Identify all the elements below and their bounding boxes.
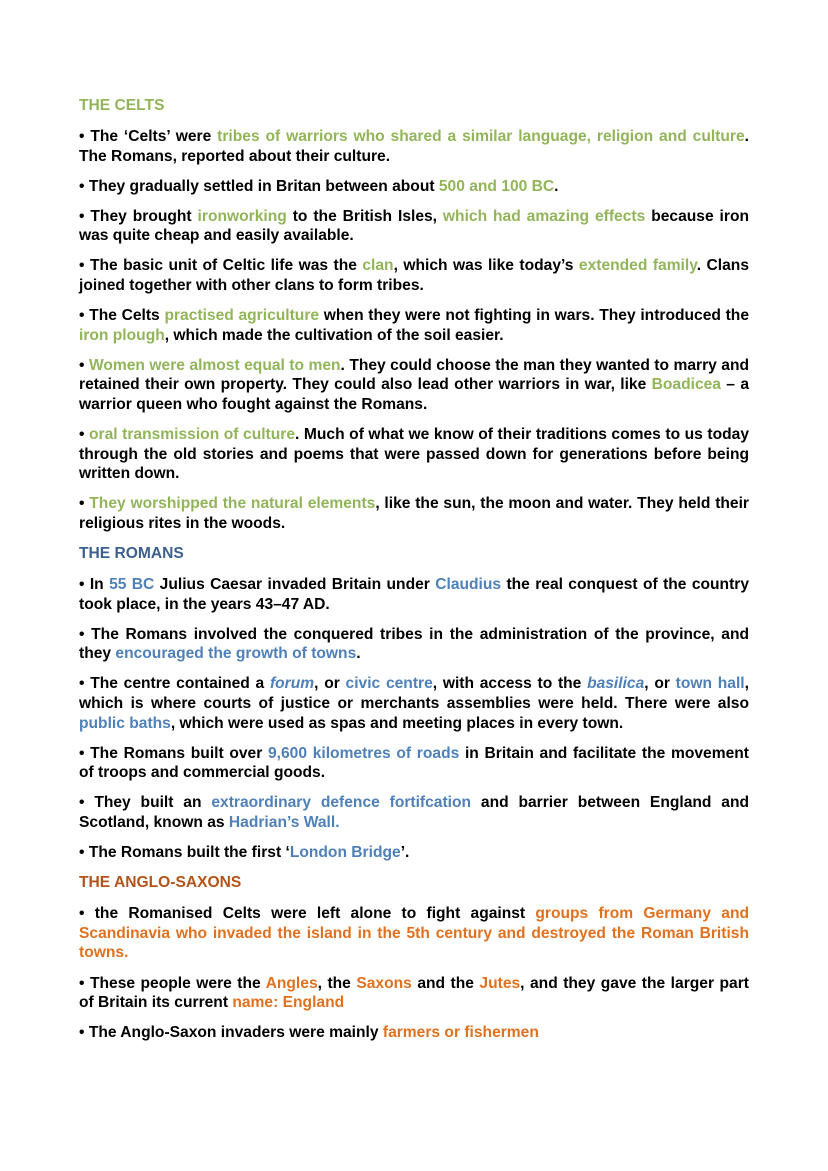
highlight: name: England: [232, 994, 345, 1012]
highlight: Claudius: [435, 576, 502, 594]
romans-paragraph-2: • The Romans involved the conquered tribes in the administration of the province, and they encouraged the growth of towns.: [79, 625, 749, 663]
highlight: practised agriculture: [164, 307, 320, 325]
romans-paragraph-1: • In 55 BC Julius Caesar invaded Britain under Claudius the real conquest of the country took place, in the years 43–47 AD.: [79, 576, 750, 613]
highlight: civic centre: [345, 675, 433, 693]
romans-heading: THE ROMANS: [79, 545, 184, 563]
highlight: Angles: [265, 974, 318, 992]
highlight: oral transmission of culture: [89, 426, 296, 444]
celts-paragraph-2: • They gradually settled in Britan between about 500 and 100 BC.: [79, 177, 559, 195]
anglosaxons-paragraph-2: • These people were the Angles, the Saxons and the Jutes, and they gave the larger part of Britain its current name: England: [79, 974, 749, 1012]
highlight: public baths: [79, 714, 171, 732]
highlight: Jutes: [479, 974, 521, 992]
highlight: 55 BC: [109, 576, 155, 594]
highlight: tribes of warriors who shared a similar language, religion and culture: [217, 128, 745, 145]
celts-heading: THE CELTS: [79, 97, 165, 114]
highlight: town hall: [675, 675, 745, 693]
anglosaxons-heading: THE ANGLO-SAXONS: [79, 874, 242, 892]
highlight: iron plough: [79, 326, 165, 344]
romans-paragraph-6: • The Romans built the first ‘London Bridge’.: [79, 844, 410, 862]
highlight: They worshipped the natural elements: [89, 495, 376, 513]
anglosaxons-paragraph-3: • The Anglo-Saxon invaders were mainly farmers or fishermen: [79, 1024, 539, 1042]
celts-paragraph-5: • The Celts practised agriculture when they were not fighting in wars. They introduced the iron plough, which made the cultivation of the soil easier.: [79, 307, 749, 344]
romans-paragraph-3: • The centre contained a forum, or civic centre, with access to the basilica, or town hall, which is where courts of justice or merchants assemblies were held. There were also public baths, which were used as spas and meeting places in every town.: [79, 675, 749, 732]
highlight: 9,600 kilometres of roads: [268, 744, 460, 762]
celts-paragraph-1: • The ‘Celts’ were tribes of warriors who shared a similar language, religion and culture. The Romans, reported about their culture.: [79, 128, 749, 165]
highlight: basilica: [587, 675, 645, 693]
highlight: 500 and 100 BC: [438, 177, 555, 195]
highlight: Boadicea: [651, 376, 721, 394]
celts-paragraph-8: • They worshipped the natural elements, like the sun, the moon and water. They held their religious rites in the woods.: [79, 495, 749, 532]
highlight: which had amazing effects: [442, 207, 646, 225]
anglosaxons-paragraph-1: • the Romanised Celts were left alone to fight against groups from Germany and Scandinavia who invaded the island in the 5th century and destroyed the Roman British towns.: [79, 905, 749, 962]
romans-paragraph-4: • The Romans built over 9,600 kilometres of roads in Britain and facilitate the movement of troops and commercial goods.: [79, 744, 749, 782]
highlight: ironworking: [197, 207, 287, 225]
highlight: London Bridge: [289, 844, 401, 862]
highlight: Hadrian’s Wall.: [228, 814, 340, 832]
celts-paragraph-3: • They brought ironworking to the British Isles, which had amazing effects because iron was quite cheap and easily available.: [79, 207, 749, 245]
celts-paragraph-6: • Women were almost equal to men. They could choose the man they wanted to marry and retained their own property. They could also lead other warriors in war, like Boadicea – a warrior queen who fought against the Romans.: [79, 356, 750, 414]
celts-paragraph-4: • The basic unit of Celtic life was the clan, which was like today’s extended family. Clans joined together with other clans to form tribes.: [79, 257, 750, 295]
document-page: [79, 96, 749, 1053]
highlight: farmers or fishermen: [382, 1024, 539, 1042]
highlight: extraordinary defence fortifcation: [211, 794, 472, 812]
celts-paragraph-7: • oral transmission of culture. Much of what we know of their traditions comes to us today through the old stories and poems that were passed down for generations before being written down.: [79, 426, 749, 483]
highlight: encouraged the growth of towns: [115, 645, 357, 663]
highlight: extended family: [578, 257, 697, 275]
highlight: groups from Germany and Scandinavia who invaded the island in the 5th century and destroyed the Roman British towns.: [79, 905, 749, 962]
highlight: Women were almost equal to men: [88, 356, 341, 374]
highlight: Saxons: [356, 974, 412, 992]
highlight: clan: [362, 257, 394, 275]
romans-paragraph-5: • They built an extraordinary defence fortifcation and barrier between England and Scotland, known as Hadrian’s Wall.: [79, 794, 750, 832]
highlight: forum: [269, 675, 315, 693]
